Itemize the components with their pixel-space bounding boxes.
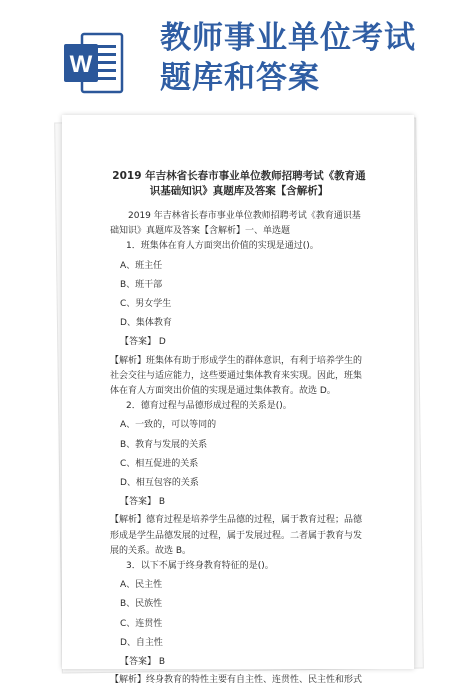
- question-analysis: 【解析】终身教育的特性主要有自主性、连贯性、民主性和形式: [110, 675, 363, 686]
- document-body: [110, 169, 368, 688]
- question-stem: 2．德育过程与品德形成过程的关系是()。: [126, 401, 292, 412]
- question-option: C、男女学生: [120, 299, 172, 310]
- banner-title: [160, 18, 416, 98]
- question-option: B、民族性: [120, 599, 163, 610]
- document-page: [62, 115, 414, 686]
- question-option: C、连贯性: [120, 618, 163, 629]
- question-answer: 【答案】 B: [120, 657, 166, 668]
- question-stem: 1．班集体在育人方面突出价值的实现是通过()。: [126, 241, 319, 252]
- question-option: D、相互包容的关系: [120, 478, 199, 489]
- document-title: 2019 年吉林省长春市事业单位教师招聘考试《教育通识基础知识》真题库及答案【含解析】: [112, 170, 366, 197]
- question-option: D、自主性: [120, 637, 163, 648]
- banner-title-line: 题库和答案: [160, 60, 320, 96]
- document-intro: 2019 年吉林省长春市事业单位教师招聘考试《教育通识基础知识》真题库及答案【含解析】一、单选题: [110, 211, 361, 237]
- question-option: A、民主性: [120, 580, 163, 591]
- banner-title-line: 教师事业单位考试: [160, 20, 416, 56]
- question-option: D、集体教育: [120, 318, 172, 329]
- banner: [0, 0, 474, 110]
- question-option: C、相互促进的关系: [120, 458, 199, 469]
- question-answer: 【答案】 D: [120, 337, 166, 348]
- question-option: B、班干部: [120, 279, 163, 290]
- question-analysis: 【解析】班集体有助于形成学生的群体意识，有利于培养学生的社会交往与适应能力，这些要通过集体教育来实现。因此，班集体在育人方面突出价值的实现是通过集体教育。故选 D。: [110, 355, 363, 397]
- question-stem: 3．以下不属于终身教育特征的是()。: [126, 561, 274, 572]
- svg-text:W: W: [69, 51, 93, 78]
- question-analysis: 【解析】德育过程是培养学生品德的过程，属于教育过程；品德形成是学生品德发展的过程，属于发展过程。二者属于教育与发展的关系。故选 B。: [110, 515, 363, 556]
- word-document-icon: [60, 30, 126, 96]
- question-option: A、一致的，可以等同的: [120, 420, 217, 431]
- question-answer: 【答案】 B: [120, 497, 166, 508]
- question-option: A、班主任: [120, 260, 163, 271]
- question-option: B、教育与发展的关系: [120, 439, 208, 450]
